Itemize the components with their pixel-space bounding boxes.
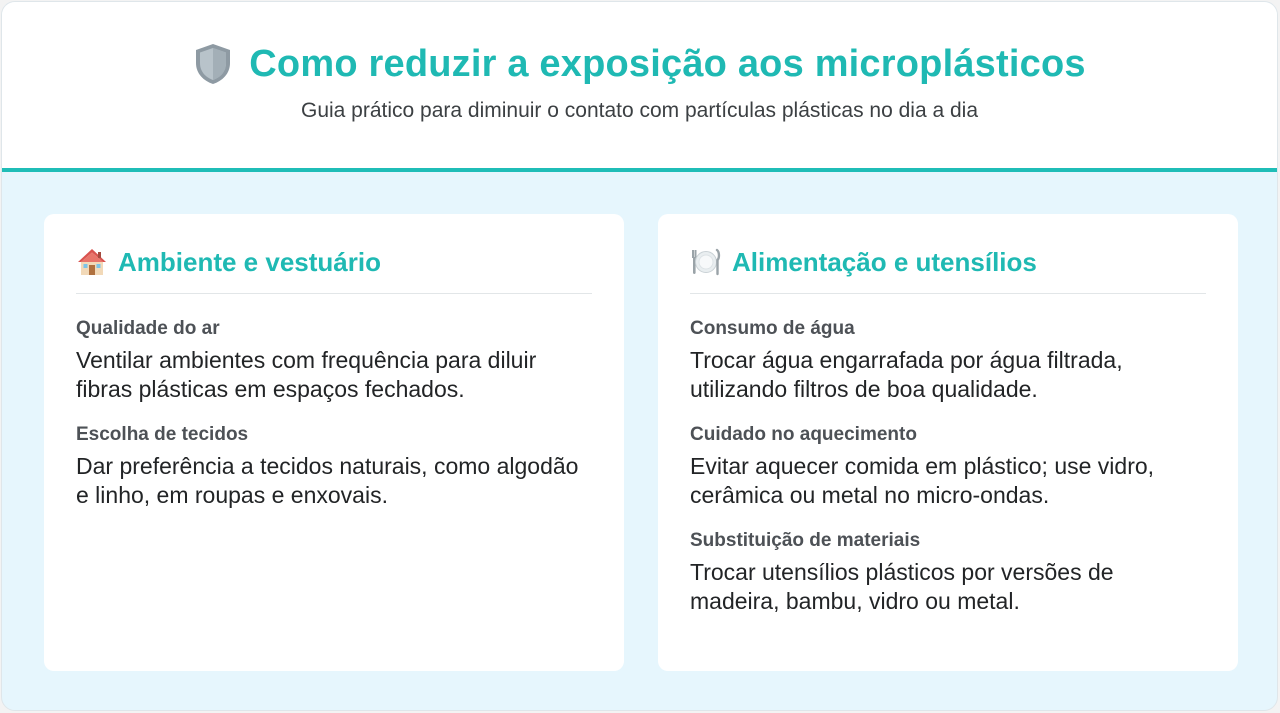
item-label: Cuidado no aquecimento <box>690 424 917 445</box>
card-title: Alimentação e utensílios <box>732 246 1037 277</box>
item-text: Dar preferência a tecidos naturais, como algodão e linho, em roupas e enxovais. <box>76 453 579 508</box>
list-item <box>690 318 1206 404</box>
card-divider <box>76 293 592 294</box>
card-alimentacao-utensilios <box>658 214 1238 671</box>
title-row <box>2 42 1277 86</box>
page-frame <box>1 1 1278 711</box>
item-label: Escolha de tecidos <box>76 424 249 445</box>
item-text: Trocar utensílios plásticos por versões de madeira, bambu, vidro ou metal. <box>690 559 1114 614</box>
list-item <box>690 530 1206 616</box>
card-title: Ambiente e vestuário <box>118 246 381 277</box>
page-header <box>2 2 1277 168</box>
list-item <box>690 424 1206 510</box>
house-icon <box>76 246 108 278</box>
card-header <box>76 244 592 280</box>
list-item <box>76 424 592 510</box>
card-divider <box>690 293 1206 294</box>
item-label: Substituição de materiais <box>690 530 921 551</box>
card-header <box>690 244 1206 280</box>
header-divider <box>2 168 1277 172</box>
item-label: Qualidade do ar <box>76 318 220 339</box>
item-label: Consumo de água <box>690 318 855 339</box>
shield-icon <box>193 42 233 86</box>
page-title: Como reduzir a exposição aos microplásticos <box>249 42 1086 85</box>
item-text: Ventilar ambientes com frequência para diluir fibras plásticas em espaços fechados. <box>76 347 537 402</box>
page-subtitle: Guia prático para diminuir o contato com partículas plásticas no dia a dia <box>300 99 979 122</box>
item-text: Trocar água engarrafada por água filtrada, utilizando filtros de boa qualidade. <box>690 347 1123 402</box>
card-ambiente-vestuario <box>44 214 624 671</box>
plate-cutlery-icon <box>690 246 722 278</box>
list-item <box>76 318 592 404</box>
item-text: Evitar aquecer comida em plástico; use vidro, cerâmica ou metal no micro-ondas. <box>690 453 1155 508</box>
